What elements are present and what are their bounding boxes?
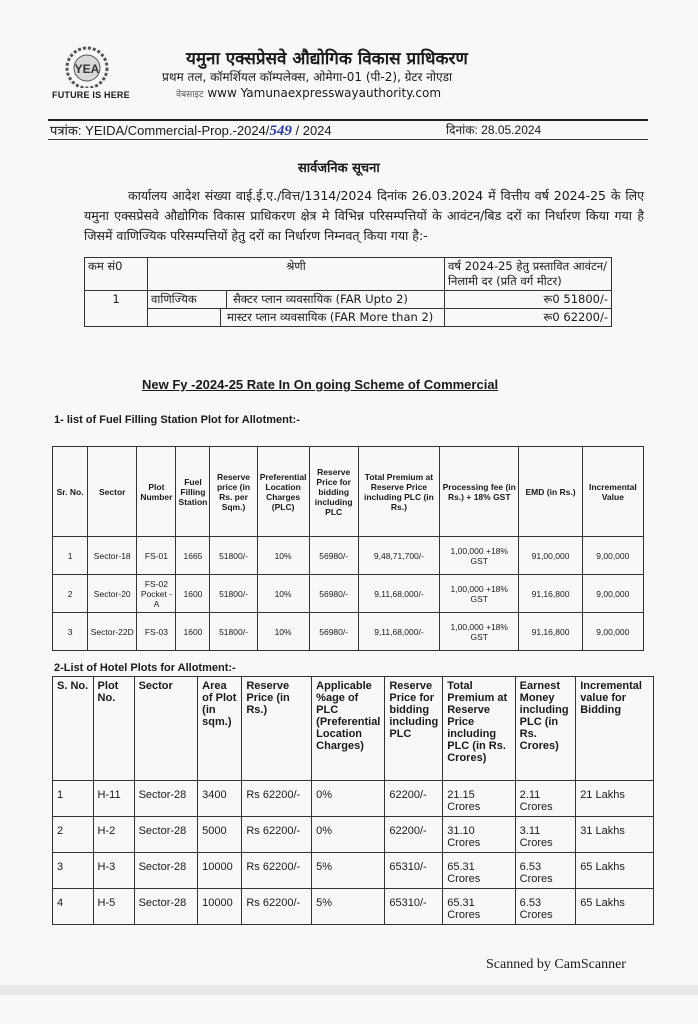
column-header: Total Premium at Reserve Price including PLC (in Rs.)	[358, 447, 439, 537]
table-cell: 5%	[312, 889, 385, 925]
table-cell: 6.53 Crores	[515, 853, 576, 889]
table-cell: 2.11 Crores	[515, 781, 576, 817]
table-cell: 3	[53, 613, 88, 651]
rate-header-rate: वर्ष 2024-25 हेतु प्रस्तावित आवंटन/निलामी दर (प्रति वर्ग मीटर)	[445, 258, 612, 291]
fuel-table-header	[53, 447, 644, 537]
table-cell: 21.15 Crores	[443, 781, 515, 817]
handwritten-number: 549	[269, 123, 292, 139]
table-cell: Sector-20	[88, 575, 137, 613]
rate-row-1	[148, 291, 444, 308]
table-cell: 10000	[198, 889, 242, 925]
column-header: Fuel Filling Station	[176, 447, 210, 537]
reference-text: YEIDA/Commercial-Prop.-2024/	[85, 123, 270, 138]
table-row	[85, 309, 612, 327]
table-row	[53, 537, 644, 575]
table-cell: 9,00,000	[582, 575, 643, 613]
organization-name: यमुना एक्सप्रेसवे औद्योगिक विकास प्राधिकरण	[186, 49, 468, 69]
table-cell: 1,00,000 +18% GST	[440, 537, 519, 575]
table-cell: 1	[53, 537, 88, 575]
table-cell: 65310/-	[385, 889, 443, 925]
table-cell: 51800/-	[210, 613, 257, 651]
table-cell: Rs 62200/-	[242, 889, 312, 925]
table-cell: 9,00,000	[582, 537, 643, 575]
table-row	[53, 781, 654, 817]
table-row	[53, 889, 654, 925]
rate-value: रू0 62200/-	[445, 309, 612, 327]
next-page-edge	[0, 995, 698, 1024]
notice-paragraph	[84, 186, 644, 246]
table-cell: 21 Lakhs	[576, 781, 654, 817]
table-cell: 1	[53, 781, 94, 817]
fuel-section-title: 1- list of Fuel Filling Station Plot for Allotment:-	[54, 414, 300, 426]
table-cell: 3	[53, 853, 94, 889]
rate-value: रू0 51800/-	[445, 291, 612, 309]
table-cell: 5%	[312, 853, 385, 889]
column-header: Reserve Price (in Rs.)	[242, 677, 312, 781]
table-cell: 91,16,800	[519, 575, 582, 613]
table-cell: 9,11,68,000/-	[358, 575, 439, 613]
table-cell: 10000	[198, 853, 242, 889]
notice-paragraph-text: कार्यालय आदेश संख्या वाई.ई.ए./वित्त/1314/2024 दिनांक 26.03.2024 में वित्तीय वर्ष 2024-25 के लिए यमुना एक्सप्रेसवे औद्योगिक विकास प्राधिकरण क्षेत्र मे विभिन्न परिसम्पत्तियों के आवंटन/बिड दरों का निर्धारण किया गया है जिसमें वाणिज्यिक परिसम्पत्तियों हेतु दरों का निर्धारण निम्नवत् किया गया है:-	[84, 188, 644, 243]
website-prefix: वेबसाइट	[176, 90, 204, 100]
rate-type: सैक्टर प्लान व्यवसायिक (FAR Upto 2)	[233, 292, 408, 306]
logo-caption: FUTURE IS HERE	[52, 90, 130, 100]
table-cell: H-3	[93, 853, 134, 889]
hotel-table-header	[53, 677, 654, 781]
table-cell: 62200/-	[385, 781, 443, 817]
reference-divider	[48, 139, 648, 140]
table-cell: Sector-28	[134, 853, 198, 889]
table-cell: 56980/-	[309, 537, 358, 575]
column-header: Reserve Price for bidding including PLC	[309, 447, 358, 537]
table-cell: 10%	[257, 575, 309, 613]
table-cell: H-5	[93, 889, 134, 925]
hotel-plots-table	[52, 676, 654, 925]
rate-header-category: श्रेणी	[148, 258, 445, 291]
table-cell: 9,48,71,700/-	[358, 537, 439, 575]
rate-type: मास्टर प्लान व्यवसायिक (FAR More than 2)	[227, 310, 434, 324]
column-header: Processing fee (in Rs.) + 18% GST	[440, 447, 519, 537]
column-header: Incremental Value	[582, 447, 643, 537]
rate-table-header	[85, 258, 612, 291]
column-header: Reserve Price for bidding including PLC	[385, 677, 443, 781]
fuel-station-table	[52, 446, 644, 651]
column-header: Reserve price (in Rs. per Sqm.)	[210, 447, 257, 537]
table-cell: 4	[53, 889, 94, 925]
table-cell: 51800/-	[210, 575, 257, 613]
table-cell: 31 Lakhs	[576, 817, 654, 853]
table-cell: 1665	[176, 537, 210, 575]
letter-date	[446, 121, 541, 138]
table-cell: 1,00,000 +18% GST	[440, 613, 519, 651]
table-cell: 91,00,000	[519, 537, 582, 575]
table-cell: 9,11,68,000/-	[358, 613, 439, 651]
date-label: दिनांक:	[446, 123, 478, 137]
table-cell: 65 Lakhs	[576, 853, 654, 889]
svg-text:YEA: YEA	[74, 62, 100, 76]
fuel-table-body	[53, 537, 644, 651]
table-cell: 65.31 Crores	[443, 889, 515, 925]
date-value: 28.05.2024	[481, 123, 542, 137]
column-header: Incremental value for Bidding	[576, 677, 654, 781]
table-cell: 65.31 Crores	[443, 853, 515, 889]
column-header: Applicable %age of PLC (Preferential Location Charges)	[312, 677, 385, 781]
website-url: www Yamunaexpresswayauthority.com	[207, 86, 442, 100]
table-cell: 9,00,000	[582, 613, 643, 651]
table-cell: FS-02 Pocket -A	[137, 575, 176, 613]
table-row	[53, 613, 644, 651]
column-header: Total Premium at Reserve Price including PLC (in Rs. Crores)	[443, 677, 515, 781]
rate-table	[84, 257, 612, 327]
column-header: Sector	[134, 677, 198, 781]
hotel-section-title: 2-List of Hotel Plots for Allotment:-	[54, 662, 236, 674]
table-cell: 0%	[312, 817, 385, 853]
table-cell: 56980/-	[309, 575, 358, 613]
reference-number	[50, 121, 332, 140]
table-cell: 1,00,000 +18% GST	[440, 575, 519, 613]
table-cell: H-2	[93, 817, 134, 853]
table-cell: 3400	[198, 781, 242, 817]
table-cell: 56980/-	[309, 613, 358, 651]
table-cell: 6.53 Crores	[515, 889, 576, 925]
website-line	[176, 86, 441, 100]
rate-category: वाणिज्यिक	[148, 291, 227, 308]
column-header: EMD (in Rs.)	[519, 447, 582, 537]
table-cell: 91,16,800	[519, 613, 582, 651]
table-cell: Sector-28	[134, 781, 198, 817]
organization-address: प्रथम तल, कॉमर्शियल कॉम्पलेक्स, ओमेगा-01 (पी-2), ग्रेटर नोएडा	[162, 70, 453, 84]
table-cell: 65 Lakhs	[576, 889, 654, 925]
table-cell: 31.10 Crores	[443, 817, 515, 853]
table-cell: Rs 62200/-	[242, 781, 312, 817]
table-cell: 2	[53, 575, 88, 613]
notice-title: सार्वजनिक सूचना	[298, 161, 380, 176]
reference-year: / 2024	[291, 123, 332, 138]
yeida-logo-icon	[56, 44, 118, 88]
table-cell: H-11	[93, 781, 134, 817]
table-cell: Sector-28	[134, 889, 198, 925]
rate-header-serial: कम सं0	[85, 258, 148, 291]
table-cell: Sector-18	[88, 537, 137, 575]
table-cell: 1600	[176, 613, 210, 651]
table-row	[53, 853, 654, 889]
table-cell: 10%	[257, 537, 309, 575]
rate-serial: 1	[85, 291, 148, 327]
table-cell: 2	[53, 817, 94, 853]
column-header: Plot Number	[137, 447, 176, 537]
table-cell: 1600	[176, 575, 210, 613]
hotel-table-body	[53, 781, 654, 925]
column-header: Sector	[88, 447, 137, 537]
table-cell: 5000	[198, 817, 242, 853]
rate-row-2	[148, 309, 444, 326]
column-header: S. No.	[53, 677, 94, 781]
column-header: Preferential Location Charges (PLC)	[257, 447, 309, 537]
table-row	[53, 575, 644, 613]
table-cell: Sector-28	[134, 817, 198, 853]
column-header: Area of Plot (in sqm.)	[198, 677, 242, 781]
table-cell: 10%	[257, 613, 309, 651]
table-cell: 3.11 Crores	[515, 817, 576, 853]
reference-prefix: पत्रांक:	[50, 123, 82, 138]
table-cell: Sector-22D	[88, 613, 137, 651]
table-cell: Rs 62200/-	[242, 817, 312, 853]
table-cell: FS-03	[137, 613, 176, 651]
table-cell: Rs 62200/-	[242, 853, 312, 889]
column-header: Plot No.	[93, 677, 134, 781]
scanner-watermark: Scanned by CamScanner	[486, 957, 626, 972]
table-cell: 65310/-	[385, 853, 443, 889]
table-row	[85, 291, 612, 309]
column-header: Sr. No.	[53, 447, 88, 537]
table-cell: 0%	[312, 781, 385, 817]
table-cell: FS-01	[137, 537, 176, 575]
column-header: Earnest Money including PLC (in Rs. Crores)	[515, 677, 576, 781]
scheme-heading: New Fy -2024-25 Rate In On going Scheme of Commercial	[142, 377, 499, 392]
table-cell: 51800/-	[210, 537, 257, 575]
table-cell: 62200/-	[385, 817, 443, 853]
table-row	[53, 817, 654, 853]
